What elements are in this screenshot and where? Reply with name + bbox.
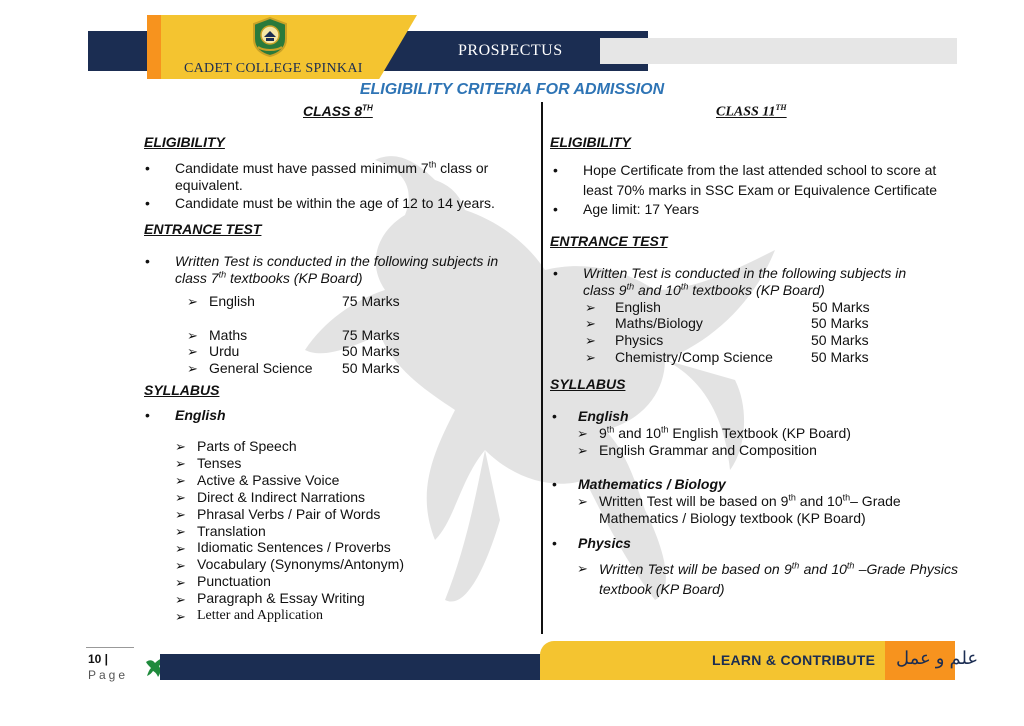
right-subject-marks: 50 Marks [811, 315, 869, 331]
topic-item: Active & Passive Voice [197, 472, 340, 488]
page-number: 10 | [88, 652, 109, 666]
left-syllabus-subject: • English [145, 407, 226, 423]
footer-navy-band [160, 654, 560, 680]
left-subject-marks: 50 Marks [342, 360, 400, 376]
left-subject-row: ➢ Maths [187, 327, 248, 343]
urdu-motto: علم و عمل [896, 648, 979, 668]
page-title: ELIGIBILITY CRITERIA FOR ADMISSION [359, 81, 665, 98]
topic-item: Direct & Indirect Narrations [197, 489, 366, 505]
left-subject-row: ➢ English [187, 293, 255, 309]
page-label: Page [88, 668, 129, 682]
page-number-rule [86, 647, 134, 648]
right-math-item: ➢ Written Test will be based on 9th and 10th– Grade Mathematics / Biology textbook (KP Board) [577, 492, 901, 526]
college-crest-icon [252, 17, 288, 57]
right-english-heading: • English [552, 408, 629, 424]
topic-item: Translation [197, 523, 266, 539]
topic-item: Letter and Application [197, 608, 323, 623]
header-orange-stripe [147, 15, 161, 79]
right-math-heading: • Mathematics / Biology [552, 476, 726, 492]
topic-item: Punctuation [197, 573, 271, 589]
right-subject-marks: 50 Marks [811, 349, 869, 365]
left-written-test: • Written Test is conducted in the following subjects in class 7th textbooks (KP Board) [145, 253, 499, 286]
topic-item: Vocabulary (Synonyms/Antonym) [197, 556, 404, 572]
left-subject-row: ➢ Urdu [187, 343, 240, 359]
right-subject-row: ➢ Maths/Biology [585, 315, 703, 331]
section-title: PROSPECTUS [458, 42, 563, 59]
right-subject-row: ➢ Chemistry/Comp Science [585, 349, 773, 365]
right-eligibility-item-1: • Hope Certificate from the last attended school to score at least 70% marks in SSC Exam or Equivalence Certificate [553, 162, 938, 198]
left-syllabus-heading: SYLLABUS [144, 382, 220, 398]
right-subject-row: ➢ English [585, 299, 661, 315]
right-written-test: • Written Test is conducted in the following subjects in class 9th and 10th textbooks (KP Board) [553, 265, 907, 298]
right-subject-marks: 50 Marks [811, 332, 869, 348]
left-entrance-heading: ENTRANCE TEST [144, 221, 262, 237]
right-physics-heading: • Physics [552, 535, 631, 551]
column-divider [541, 102, 543, 634]
topic-item: Phrasal Verbs / Pair of Words [197, 506, 381, 522]
right-physics-item: ➢ Written Test will be based on 9th and 10th –Grade Physics textbook (KP Board) [577, 560, 959, 597]
footer-tagline: LEARN & CONTRIBUTE [712, 652, 876, 668]
right-class-heading: CLASS 11TH [716, 103, 787, 120]
right-english-item: ➢ English Grammar and Composition [577, 442, 817, 458]
topic-item: Parts of Speech [197, 438, 297, 454]
topic-item: Tenses [197, 455, 242, 471]
left-subject-marks: 75 Marks [342, 327, 400, 343]
topic-item: Paragraph & Essay Writing [197, 590, 365, 606]
left-subject-row: ➢ General Science [187, 360, 313, 376]
topic-item: Idiomatic Sentences / Proverbs [197, 539, 391, 555]
college-name: CADET COLLEGE SPINKAI [184, 61, 363, 76]
left-class-heading: CLASS 8TH [303, 103, 373, 119]
right-entrance-heading: ENTRANCE TEST [550, 233, 668, 249]
right-eligibility-heading: ELIGIBILITY [550, 134, 631, 150]
left-eligibility-item-2: • Candidate must be within the age of 12 to 14 years. [145, 195, 495, 211]
left-eligibility-item-1: • Candidate must have passed minimum 7th class or equivalent. [145, 159, 489, 193]
right-syllabus-heading: SYLLABUS [550, 376, 626, 392]
right-subject-marks: 50 Marks [812, 299, 870, 315]
right-subject-row: ➢ Physics [585, 332, 664, 348]
header-gray-band [600, 38, 957, 64]
right-eligibility-item-2: • Age limit: 17 Years [553, 201, 699, 217]
left-subject-marks: 75 Marks [342, 293, 400, 309]
topic-arrows: ➢ ➢ ➢ ➢ ➢ ➢ ➢ ➢ ➢ ➢ ➢ [175, 439, 186, 624]
left-subject-marks: 50 Marks [342, 343, 400, 359]
right-english-item: ➢ 9th and 10th English Textbook (KP Board) [577, 424, 851, 441]
left-eligibility-heading: ELIGIBILITY [144, 134, 225, 150]
